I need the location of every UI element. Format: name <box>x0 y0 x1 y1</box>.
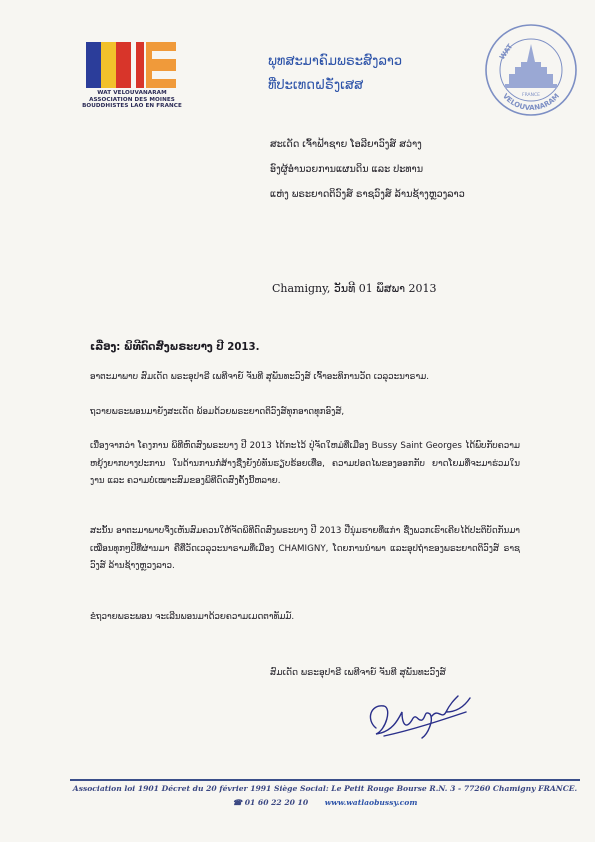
org-caption-line1: WAT VELOUVANARAM <box>97 90 167 96</box>
header-title-line1: ພຸທສະມາຄົມພຣະສົງລາວ <box>268 54 403 69</box>
flag-stripe-blue <box>86 42 101 88</box>
org-caption-line3: BOUDDHISTES LAO EN FRANCE <box>82 103 182 109</box>
footer-rule <box>70 779 580 781</box>
flag-stripe-red <box>116 42 131 88</box>
temple-seal-stamp <box>483 22 579 118</box>
paragraph-intro: ອາຕະມາພາບ ສົມເດັດ ພຣະອຸປາຣີ ເພທີຈາຍ໌ ຈັນທີ ສຸພັນທະວົງສ໌ ເຈົ້າອະທິການວັດ ເວລຸວະນາຣາມ. <box>90 372 430 382</box>
footer-website-link[interactable]: www.watlaobussy.com <box>324 798 418 807</box>
logo-bar-red <box>136 42 144 88</box>
paragraph-greeting: ຖວາຍພຣະພອນມາຍັງສະເດັດ ພ້ອມດ້ວຍພຣະຍາດຕິວົງສ໌ທຸກອາດທຸກອົງສ໌, <box>90 407 345 417</box>
paragraph-decision: ສະນັ້ນ ອາຕະມາພາບຈຶ່ງເຫັນສົມຄວນໃຫ້ຈັດພິທີດົດສົງພຣະບາງ ປີ 2013 ປີ່ນຸ່ມຮາຍທີ່ແກ່າ ຊື່ງພວກເຮົາເຄີຍໄດ້ປະຕິບັດກັນມາ ເໝືອນທຸກໆປີທີ່ຜ່ານມາ ຄືທີ່ວັດເວລຸວະນາຣາມທີ່ເມືອງ CHAMIGNY, ໂດຍການນໍາພາ ແລະອຸປຖໍາຂອງພຣະຍາດຕິວົງສ໌ ຣາຊວົງສ໌ ລ້ານຊ້າງຫຼວງລາວ. <box>90 526 520 571</box>
pagoda-icon <box>505 44 557 88</box>
recipient-line2: ອົງຜູ້ອໍານວຍການແຜນດິນ ແລະ ປະທານ <box>270 164 424 175</box>
header-title-line2: ທີ່ປະເທດຝຣັ່ງເສສ <box>268 78 364 93</box>
buddhist-flag-logo <box>86 42 176 88</box>
seal-text-top: WAT <box>498 42 515 62</box>
header-title <box>268 50 468 98</box>
org-caption-line2: ASSOCIATION DES MOINES <box>89 96 175 103</box>
footer-address: Association loi 1901 Décret du 20 février 1991 Siège Social: Le Petit Rouge Bourse R.N. 3 - 77260 Chamigny FRANCE. <box>72 784 578 793</box>
handwritten-signature <box>362 690 474 742</box>
letter-date: Chamigny, ວັນທີ 01 ພຶສພາ 2013 <box>272 282 437 295</box>
letter-subject: ເລື່ອງ: ພິທີດົດສົງພຣະບາງ ປີ 2013. <box>90 342 260 353</box>
footer-phone: ☎ 01 60 22 20 10 <box>232 798 309 807</box>
seal-text-bottom: VELOUVANARAM <box>500 92 562 113</box>
logo-e-shape <box>146 42 176 88</box>
paragraph-reason: ເນື່ອງຈາກວ່າ ໂຄງການ ພິທີຫົດສົງພຣະບາງ ປີ 2013 ໄດ້ກະໄວ້ ປຸ່ຈັດໃຫມ່ທີ່ເມືອງ Bussy Saint Georges ໄດ້ພົບກັບຄວາມຫຍຸ້ງຍາກບາງປະການ ໃນດ້ານການກໍ່ສ້າງຊື່ງຍັງບໍ່ທັນຮຽບຮ້ອຍເທື່ອ, ຄວາມປອດໄພຂອງອອກກັບ ຍາດໂຍມທີ່ຈະມາຮ່ວມໃນງານ ແລະ ຄວາມບໍ່ເໝາະສົມຂອງພິທີດົດສົງຄັ້ງນີ້ຫລາຍ. <box>90 441 520 486</box>
recipient-block <box>270 132 550 207</box>
recipient-line3: ແຫ່ງ ພຣະຍາດຕິວົງສ໌ ຣາຊວົງສ໌ ລ້ານຊ້າງຫຼວງລາວ <box>270 189 465 200</box>
org-caption <box>74 90 190 110</box>
paragraph-closing: ຂໍຖວາຍພຣະພອນ ຈະເລີນພອນມາດ້ວຍຄວາມເມດຕາທັມມ໌. <box>90 612 295 622</box>
seal-text-france: FRANCE <box>522 93 540 98</box>
footer-contact <box>70 798 580 807</box>
flag-stripe-yellow <box>101 42 116 88</box>
recipient-line1: ສະເດັດ ເຈົ້າຟ້າຊາຍ ໂອລີຍາວົງສ໌ ສວ່າງ <box>270 139 422 150</box>
signer-name: ສົມເດັດ ພຣະອຸປາຣີ ເພທີຈາຍ໌ ຈັນທີ ສຸພັນທະວົງສ໌ <box>270 668 446 678</box>
